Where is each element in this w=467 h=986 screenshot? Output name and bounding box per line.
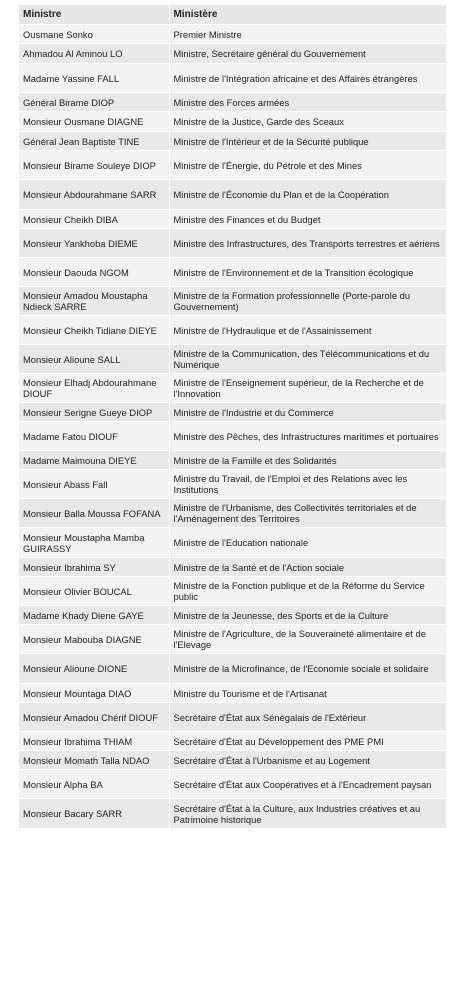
- table-row: [19, 229, 446, 258]
- ministry-cell: Secrétaire d'État à l'Urbanisme et au Logement: [169, 751, 446, 770]
- table-row: [19, 684, 446, 703]
- ministry-cell: Secrétaire d'État au Développement des PME PMI: [169, 732, 446, 751]
- ministry-cell: Ministre de la Justice, Garde des Sceaux: [169, 112, 446, 132]
- minister-name-cell: Monsieur Cheikh Tidiane DIEYE: [19, 316, 169, 345]
- ministry-cell: Ministre des Infrastructures, des Transports terrestres et aériens: [169, 229, 446, 258]
- minister-name-cell: Monsieur Yankhoba DIEME: [19, 229, 169, 258]
- minister-name-cell: Monsieur Cheikh DIBA: [19, 210, 169, 229]
- minister-name-cell: Monsieur Mabouba DIAGNE: [19, 625, 169, 654]
- table-row: [19, 258, 446, 287]
- minister-name-cell: Madame Maimouna DIEYE: [19, 451, 169, 470]
- table-body: [19, 25, 446, 829]
- minister-name-cell: Monsieur Ibrahima SY: [19, 558, 169, 577]
- table-row: [19, 112, 446, 132]
- ministry-cell: Ministre de l'Enseignement supérieur, de la Recherche et de l'Innovation: [169, 374, 446, 403]
- ministers-table: [19, 5, 446, 829]
- table-row: [19, 422, 446, 451]
- minister-name-cell: Monsieur Alioune SALL: [19, 345, 169, 374]
- minister-name-cell: Monsieur Abdourahmane SARR: [19, 180, 169, 210]
- header-ministre: Ministre: [19, 5, 169, 25]
- ministry-cell: Ministre de la Fonction publique et de la Réforme du Service public: [169, 577, 446, 606]
- ministry-cell: Ministre de l'Économie du Plan et de la Coopération: [169, 180, 446, 210]
- minister-name-cell: Ousmane Sonko: [19, 25, 169, 44]
- minister-name-cell: Monsieur Amadou Moustapha Ndieck SARRE: [19, 287, 169, 316]
- ministry-cell: Ministre de l'Intégration africaine et des Affaires étrangères: [169, 64, 446, 93]
- ministry-cell: Ministre des Finances et du Budget: [169, 210, 446, 229]
- table-row: [19, 770, 446, 799]
- minister-name-cell: Monsieur Ousmane DIAGNE: [19, 112, 169, 132]
- table-row: [19, 451, 446, 470]
- table-row: [19, 316, 446, 345]
- table-row: [19, 25, 446, 44]
- minister-name-cell: Monsieur Balla Moussa FOFANA: [19, 499, 169, 528]
- ministry-cell: Secrétaire d'État à la Culture, aux Industries créatives et au Patrimoine historique: [169, 799, 446, 829]
- ministry-cell: Ministre de l'Education nationale: [169, 528, 446, 558]
- ministry-cell: Ministre de la Microfinance, de l'Economie sociale et solidaire: [169, 654, 446, 684]
- minister-name-cell: Monsieur Elhadj Abdourahmane DIOUF: [19, 374, 169, 403]
- minister-name-cell: Général Birame DIOP: [19, 93, 169, 112]
- ministry-cell: Ministre des Pêches, des Infrastructures maritimes et portuaires: [169, 422, 446, 451]
- minister-name-cell: Monsieur Alpha BA: [19, 770, 169, 799]
- minister-name-cell: Monsieur Momath Talla NDAO: [19, 751, 169, 770]
- minister-name-cell: Monsieur Amadou Chérif DIOUF: [19, 703, 169, 732]
- ministry-cell: Ministre de la Communication, des Télécommunications et du Numérique: [169, 345, 446, 374]
- ministry-cell: Ministre, Secrétaire général du Gouvernement: [169, 44, 446, 64]
- table-row: [19, 345, 446, 374]
- ministry-cell: Ministre de l'Énergie, du Pétrole et des Mines: [169, 151, 446, 180]
- minister-name-cell: Monsieur Daouda NGOM: [19, 258, 169, 287]
- table-row: [19, 732, 446, 751]
- table-row: [19, 751, 446, 770]
- table-row: [19, 470, 446, 499]
- table-row: [19, 374, 446, 403]
- minister-name-cell: Monsieur Alioune DIONE: [19, 654, 169, 684]
- ministry-cell: Ministre de l'Environnement et de la Transition écologique: [169, 258, 446, 287]
- table-row: [19, 703, 446, 732]
- table-row: [19, 403, 446, 422]
- ministry-cell: Ministre de la Formation professionnelle (Porte-parole du Gouvernement): [169, 287, 446, 316]
- table-row: [19, 44, 446, 64]
- table-header-row: [19, 5, 446, 25]
- table-row: [19, 180, 446, 210]
- table-row: [19, 799, 446, 829]
- ministry-cell: Ministre de la Santé et de l'Action sociale: [169, 558, 446, 577]
- minister-name-cell: Monsieur Moustapha Mamba GUIRASSY: [19, 528, 169, 558]
- minister-name-cell: Madame Yassine FALL: [19, 64, 169, 93]
- ministers-table-container: [19, 5, 446, 829]
- ministry-cell: Secrétaire d'État aux Sénégalais de l'Extérieur: [169, 703, 446, 732]
- table-row: [19, 577, 446, 606]
- table-row: [19, 654, 446, 684]
- table-row: [19, 528, 446, 558]
- minister-name-cell: Monsieur Ibrahima THIAM: [19, 732, 169, 751]
- table-row: [19, 93, 446, 112]
- minister-name-cell: Madame Khady Diene GAYE: [19, 606, 169, 625]
- minister-name-cell: Monsieur Mountaga DIAO: [19, 684, 169, 703]
- table-row: [19, 132, 446, 151]
- minister-name-cell: Monsieur Bacary SARR: [19, 799, 169, 829]
- table-row: [19, 606, 446, 625]
- ministry-cell: Ministre de l'Industrie et du Commerce: [169, 403, 446, 422]
- ministry-cell: Ministre du Travail, de l'Emploi et des Relations avec les Institutions: [169, 470, 446, 499]
- table-row: [19, 151, 446, 180]
- ministry-cell: Ministre de l'Urbanisme, des Collectivités territoriales et de l'Aménagement des Territoires: [169, 499, 446, 528]
- minister-name-cell: Général Jean Baptiste TINE: [19, 132, 169, 151]
- table-row: [19, 625, 446, 654]
- table-row: [19, 558, 446, 577]
- table-row: [19, 499, 446, 528]
- ministry-cell: Ministre du Tourisme et de l'Artisanat: [169, 684, 446, 703]
- minister-name-cell: Monsieur Abass Fall: [19, 470, 169, 499]
- ministry-cell: Ministre de la Jeunesse, des Sports et de la Culture: [169, 606, 446, 625]
- table-row: [19, 210, 446, 229]
- header-ministere: Ministère: [169, 5, 446, 25]
- table-row: [19, 287, 446, 316]
- minister-name-cell: Monsieur Olivier BOUCAL: [19, 577, 169, 606]
- ministry-cell: Ministre de l'Intérieur et de la Sécurité publique: [169, 132, 446, 151]
- table-row: [19, 64, 446, 93]
- ministry-cell: Secrétaire d'État aux Coopératives et à l'Encadrement paysan: [169, 770, 446, 799]
- minister-name-cell: Monsieur Serigne Gueye DIOP: [19, 403, 169, 422]
- ministry-cell: Ministre de l'Hydraulique et de l'Assainissement: [169, 316, 446, 345]
- ministry-cell: Ministre des Forces armées: [169, 93, 446, 112]
- ministry-cell: Ministre de la Famille et des Solidarités: [169, 451, 446, 470]
- minister-name-cell: Monsieur Birame Souleye DIOP: [19, 151, 169, 180]
- minister-name-cell: Madame Fatou DIOUF: [19, 422, 169, 451]
- ministry-cell: Ministre de l'Agriculture, de la Souveraineté alimentaire et de l'Elevage: [169, 625, 446, 654]
- minister-name-cell: Ahmadou Al Aminou LO: [19, 44, 169, 64]
- ministry-cell: Premier Ministre: [169, 25, 446, 44]
